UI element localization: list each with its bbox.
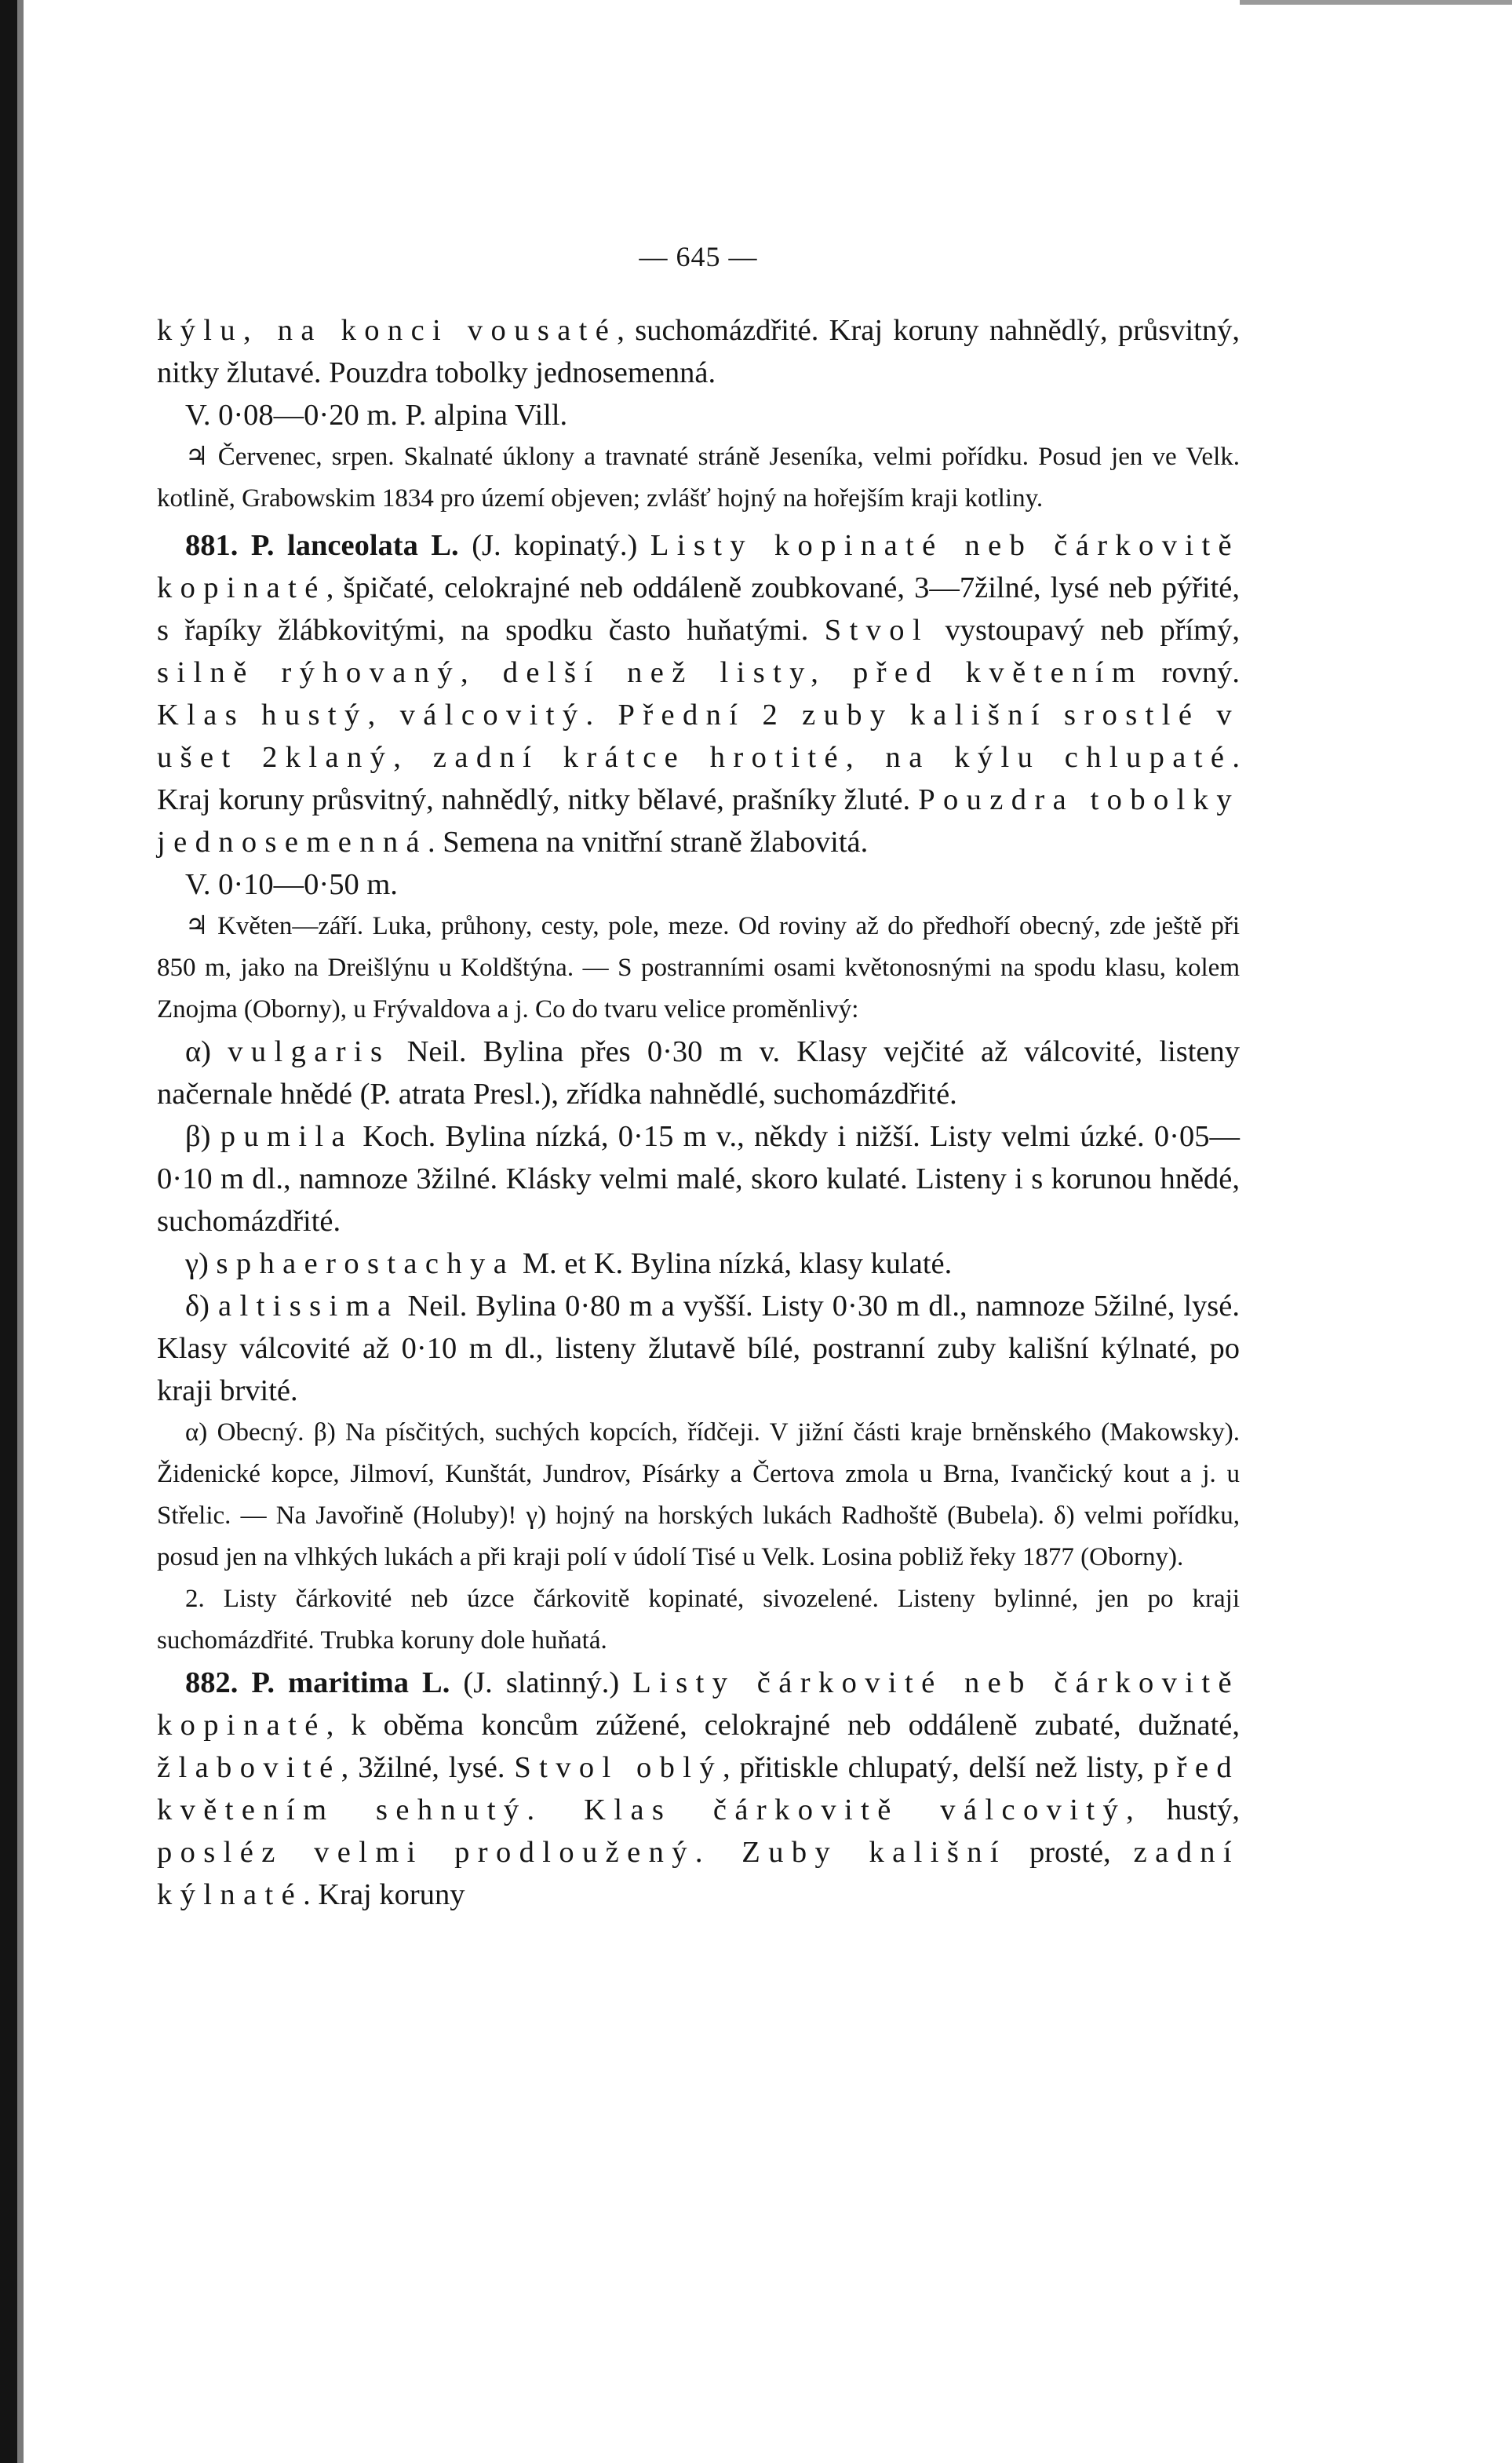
variety-gamma — [157, 1242, 1240, 1285]
spaced-text: před květením sehnutý. Klas čárkovitě válcovitý — [157, 1751, 1240, 1826]
top-paragraph — [157, 309, 1240, 394]
text-run: , k oběma koncům zúžené, celokrajné neb oddáleně zubaté, dužnaté, — [326, 1709, 1240, 1742]
spaced-text: žlabovité — [157, 1751, 341, 1784]
text-run: Koch. Bylina nízká, 0·15 m v., někdy i nižší. Listy velmi úzké. 0·05—0·10 m dl., namnoze 3žilné. Klásky velmi malé, skoro kulaté. Listeny i s korunou hnědé, suchomázdřité. — [157, 1120, 1240, 1238]
page-number: — 645 — — [639, 241, 758, 272]
text-run: , přitiskle chlupatý, delší než listy, — [722, 1751, 1153, 1784]
scan-edge-left — [0, 0, 17, 2463]
text-run: Neil. Bylina 0·80 m a vyšší. Listy 0·30 m dl., namnoze 5žilné, lysé. Klasy válcovité až 0·10 m dl., listeny žlutavě bílé, postranní zuby kališní kýlnaté, po kraji brvité. — [157, 1290, 1240, 1407]
text-run: (J. slatinný.) — [450, 1666, 633, 1699]
scan-edge-shadow — [17, 0, 24, 2463]
species-881-description — [157, 524, 1240, 863]
text-run: M. et K. Bylina nízká, klasy kulaté. — [515, 1247, 953, 1280]
top-locality-note: ♃ Červenec, srpen. Skalnaté úklony a travnaté stráně Jeseníka, velmi pořídku. Posud jen ve Velk. kotlině, Grabowskim 1834 pro území objeven; zvlášť hojný na hořejším kraji kotliny. — [157, 443, 1240, 513]
text-run: , hustý, — [1126, 1793, 1240, 1826]
text-run: . Kraj koruny průsvitný, nahnědlý, nitky bělavé, prašníky žluté. — [157, 741, 1240, 816]
spaced-text: Listy kopinaté neb čárkovitě kopinaté — [157, 529, 1241, 604]
spaced-text: vulgaris — [228, 1035, 391, 1068]
scan-edge-top — [1240, 0, 1512, 5]
spaced-text: silně rýhovaný, delší než listy, před květením — [157, 656, 1144, 689]
spaced-text: Pouzdra tobolky jednosemenná — [157, 783, 1240, 859]
bold-heading: 882. P. maritima L. — [185, 1666, 450, 1699]
variety-beta — [157, 1115, 1240, 1242]
spaced-text: zadní kýlnaté — [157, 1836, 1240, 1911]
text-run: vystoupavý neb přímý, — [929, 614, 1240, 647]
key-item-2: 2. Listy čárkovité neb úzce čárkovitě kopinaté, sivozelené. Listeny bylinné, jen po kraji suchomázdřité. Trubka koruny dole huňatá. — [157, 1585, 1240, 1655]
text-run: (J. kopinatý.) — [458, 529, 650, 562]
text-run: . Semena na vnitřní straně žlabovitá. — [427, 826, 869, 859]
top-dimensions: V. 0·08—0·20 m. P. alpina Vill. — [185, 399, 568, 432]
species-881-locality: ♃ Květen—září. Luka, průhony, cesty, pole, meze. Od roviny až do předhoří obecný, zde ještě při 850 m, jako na Dreišlýnu u Koldštýna. — S postranními osami květonosnými na spodu klasu, kolem Znojma (Oborny), u Frývaldova a j. Co do tvaru velice proměnlivý: — [157, 912, 1240, 1024]
text-run: , suchomázdřité. Kraj koruny nahnědlý, průsvitný, nitky žlutavé. Pouzdra tobolky jednosemenná. — [157, 314, 1240, 389]
bold-heading: 881. P. lanceolata L. — [185, 529, 459, 562]
spaced-text: altissima — [218, 1290, 399, 1323]
text-run: γ) — [185, 1247, 217, 1280]
text-run: , 3žilné, lysé. — [341, 1751, 515, 1784]
spaced-text: Stvol — [824, 614, 930, 647]
spaced-text: kýlu, na konci vousaté — [157, 314, 618, 347]
text-run: rovný. — [1143, 656, 1240, 689]
variety-alpha — [157, 1031, 1240, 1115]
variety-delta — [157, 1285, 1240, 1412]
text-run: , špičaté, celokrajné neb oddáleně zoubkované, 3—7žilné, lysé neb pýřité, s řapíky žlábkovitými, na spodku často huňatými. — [157, 571, 1240, 647]
spaced-text: Listy čárkovité neb čárkovitě kopinaté — [157, 1666, 1240, 1742]
species-882-description — [157, 1662, 1240, 1916]
spaced-text: pumila — [220, 1120, 353, 1153]
spaced-text: sphaerostachya — [216, 1247, 516, 1280]
variety-localities: α) Obecný. β) Na písčitých, suchých kopcích, řídčeji. V jižní části kraje brněnského (Makowsky). Židenické kopce, Jilmoví, Kunštát, Jundrov, Písárky a Čertova zmola u Brna, Ivančický kout a j. u Střelic. — Na Javořině (Holuby)! γ) hojný na horských lukách Radhoště (Bubela). δ) velmi pořídku, posud jen na vlhkých lukách a při kraji polí v údolí Tisé u Velk. Losina pobliž řeky 1877 (Oborny). — [157, 1418, 1240, 1571]
spaced-text: posléz velmi prodloužený. Zuby kališní — [157, 1836, 1007, 1869]
text-run: . Kraj koruny — [303, 1878, 465, 1911]
spaced-text: Klas hustý, válcovitý. Přední 2 zuby kališní srostlé v ušet 2klaný, zadní krátce hrotité, na kýlu chlupaté — [157, 699, 1240, 774]
book-page — [157, 235, 1240, 1916]
species-881-dimensions: V. 0·10—0·50 m. — [185, 868, 398, 901]
text-run: β) — [185, 1120, 220, 1153]
text-run: α) — [185, 1035, 228, 1068]
text-run: Neil. Bylina přes 0·30 m v. Klasy vejčité až válcovité, listeny načernale hnědé (P. atrata Presl.), zřídka nahnědlé, suchomázdřité. — [157, 1035, 1240, 1111]
text-run: prosté, — [1006, 1836, 1134, 1869]
spaced-text: Stvol oblý — [514, 1751, 723, 1784]
text-run: δ) — [185, 1290, 218, 1323]
